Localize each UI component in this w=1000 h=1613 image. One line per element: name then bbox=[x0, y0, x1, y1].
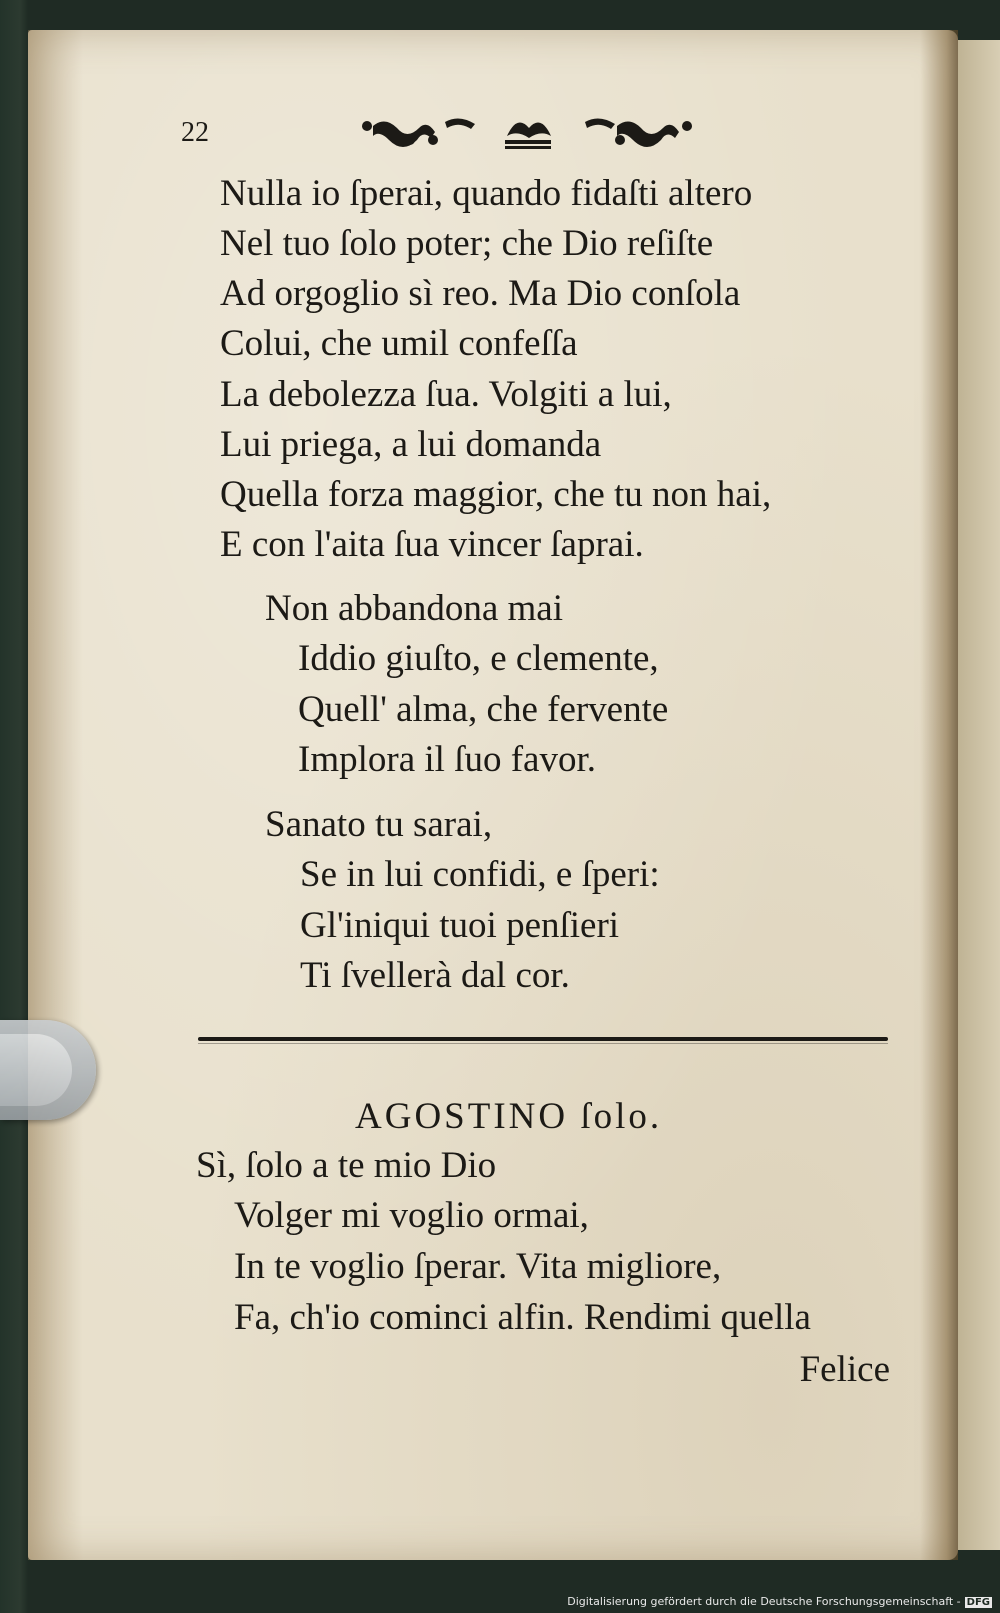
digitization-credit bbox=[567, 1595, 992, 1608]
verse-line: Colui, che umil confeſſa bbox=[220, 323, 578, 364]
section-rule bbox=[198, 1037, 888, 1041]
verse-line: La debolezza ſua. Volgiti a lui, bbox=[220, 374, 672, 415]
ornament-right bbox=[585, 118, 692, 147]
aria-line: Gl'iniqui tuoi penſieri bbox=[300, 905, 620, 946]
credit-text: Digitalisierung gefördert durch die Deutsche Forschungsgemeinschaft - bbox=[567, 1595, 961, 1608]
aria-line: Implora il ſuo favor. bbox=[298, 739, 596, 780]
aria-line: Sanato tu sarai, bbox=[265, 804, 493, 845]
page-spine-shadow bbox=[920, 30, 958, 1560]
dfg-logo-icon: DFG bbox=[966, 1597, 990, 1608]
ornament-left bbox=[362, 118, 475, 147]
page-clip bbox=[0, 1020, 96, 1120]
aria-line: Non abbandona mai bbox=[265, 588, 563, 629]
aria-line: Quell' alma, che fervente bbox=[298, 689, 669, 730]
verse-line: In te voglio ſperar. Vita migliore, bbox=[234, 1246, 722, 1287]
verse-line: Sì, ſolo a te mio Dio bbox=[196, 1145, 497, 1186]
adjacent-page-edge bbox=[958, 40, 1000, 1550]
verse-line: Ad orgoglio sì reo. Ma Dio conſola bbox=[220, 273, 741, 314]
ornament-center bbox=[505, 123, 551, 149]
catchword: Felice bbox=[799, 1349, 890, 1390]
verse-line: Nulla io ſperai, quando fidaſti altero bbox=[220, 173, 753, 214]
verse-line: Lui priega, a lui domanda bbox=[220, 424, 602, 465]
aria-line: Iddio giuſto, e clemente, bbox=[298, 638, 659, 679]
verse-line: Fa, ch'io cominci alfin. Rendimi quella bbox=[234, 1297, 811, 1338]
verse-line: E con l'aita ſua vincer ſaprai. bbox=[220, 524, 644, 565]
section-rule-thin bbox=[198, 1043, 888, 1044]
page-shadow-left bbox=[28, 30, 83, 1560]
verse-line: Quella forza maggior, che tu non hai, bbox=[220, 474, 772, 515]
aria-line: Ti ſvellerà dal cor. bbox=[300, 955, 570, 996]
verse-line: Nel tuo ſolo poter; che Dio reſiſte bbox=[220, 223, 714, 264]
ornament-headband-icon bbox=[355, 112, 700, 154]
page-clip-inner bbox=[0, 1034, 72, 1106]
aria-line: Se in lui confidi, e ſperi: bbox=[300, 854, 660, 895]
verse-line: Volger mi voglio ormai, bbox=[234, 1195, 589, 1236]
scene-heading: AGOSTINO ſolo. bbox=[355, 1096, 663, 1137]
page-number: 22 bbox=[181, 117, 209, 148]
